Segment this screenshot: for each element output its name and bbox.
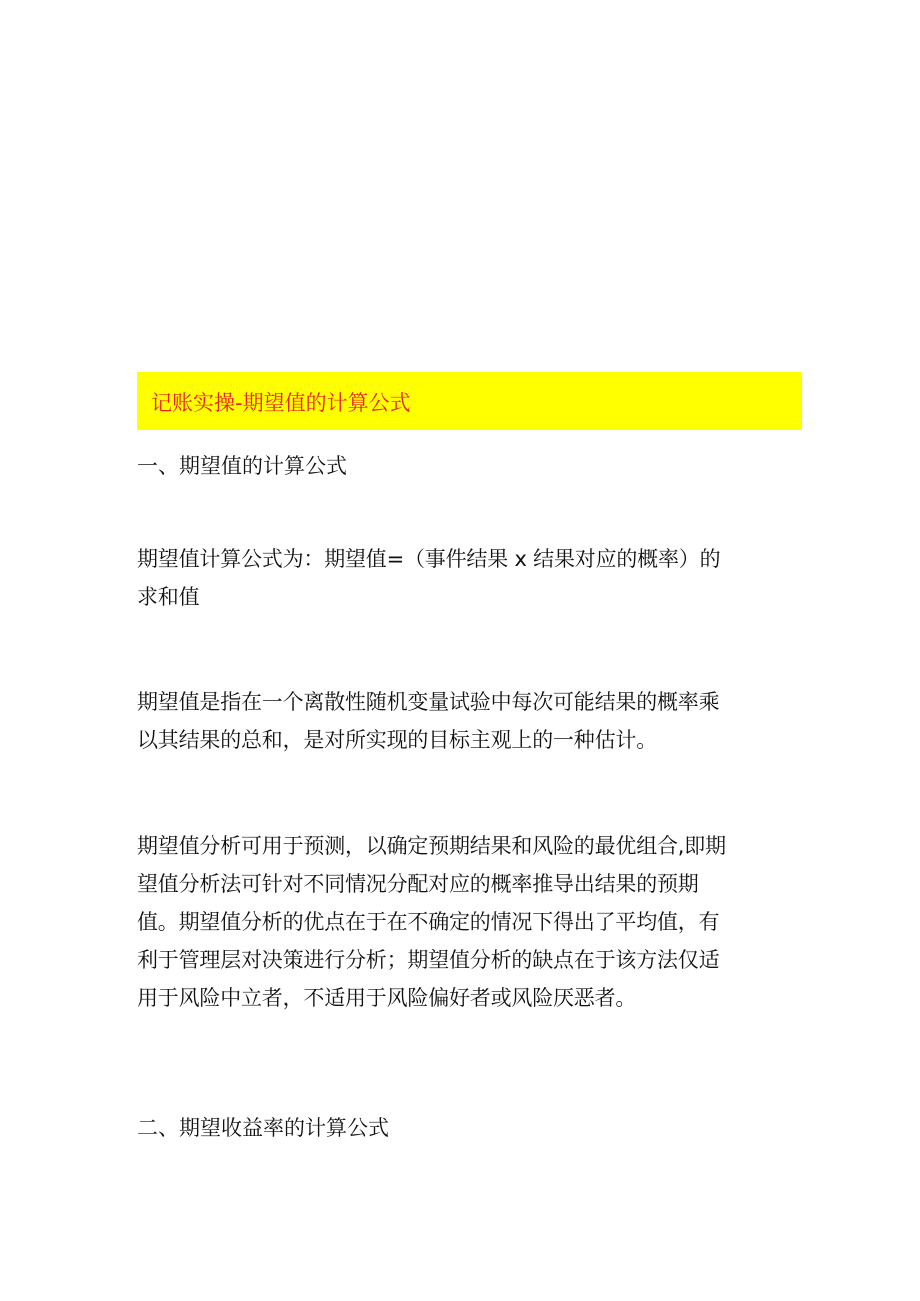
paragraph-line: 利于管理层对决策进行分析；期望值分析的缺点在于该方法仅适 <box>137 948 720 972</box>
paragraph-line: 期望值是指在一个离散性随机变量试验中每次可能结果的概率乘 <box>137 690 720 714</box>
paragraph-line: 期望值分析可用于预测，以确定预期结果和风险的最优组合,即期 <box>137 834 726 858</box>
document-title: 记账实操-期望值的计算公式 <box>151 391 411 415</box>
paragraph-formula <box>137 540 792 616</box>
paragraph-line: 以其结果的总和，是对所实现的目标主观上的一种估计。 <box>137 728 657 752</box>
section-heading-2: 二、期望收益率的计算公式 <box>137 1116 389 1140</box>
paragraph-line: 期望值计算公式为：期望值=（事件结果 x 结果对应的概率）的 <box>137 547 721 571</box>
paragraph-line: 望值分析法可针对不同情况分配对应的概率推导出结果的预期 <box>137 872 699 896</box>
section-heading-1: 一、期望值的计算公式 <box>137 454 347 478</box>
title-banner <box>137 372 802 430</box>
paragraph-line: 用于风险中立者，不适用于风险偏好者或风险厌恶者。 <box>137 986 637 1010</box>
paragraph-line: 值。期望值分析的优点在于在不确定的情况下得出了平均值，有 <box>137 910 720 934</box>
paragraph-line: 求和值 <box>137 585 200 609</box>
paragraph-definition <box>137 683 792 759</box>
paragraph-analysis <box>137 827 792 1017</box>
